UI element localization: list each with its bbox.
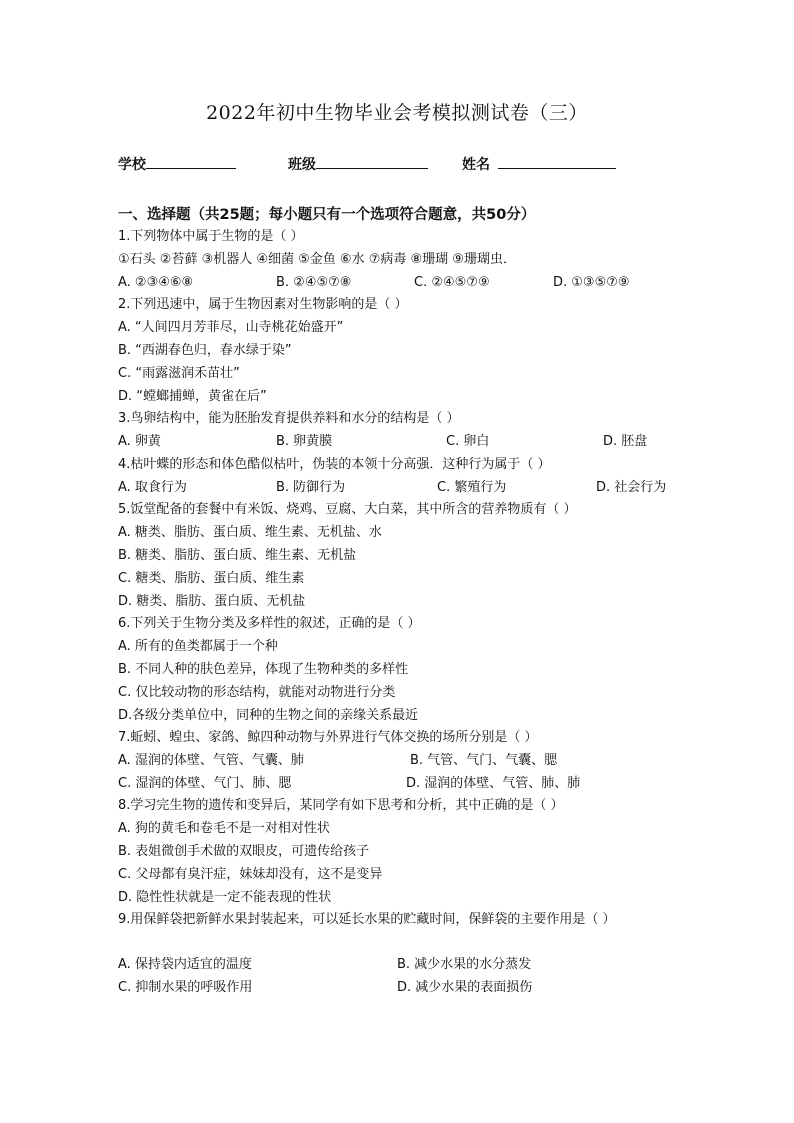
question-9-option-d[interactable]: D. 减少水果的表面损伤 bbox=[397, 980, 533, 995]
question-5-option-a[interactable]: A. 糖类、脂肪、蛋白质、维生素、无机盐、水 bbox=[118, 525, 382, 540]
question-2-option-c[interactable]: C. “雨露滋润禾苗壮” bbox=[118, 366, 240, 381]
question-4-option-a[interactable]: A. 取食行为 bbox=[118, 480, 187, 495]
class-blank[interactable] bbox=[316, 154, 428, 169]
school-blank[interactable] bbox=[146, 154, 236, 169]
question-3-stem: 3.鸟卵结构中，能为胚胎发育提供养料和水分的结构是（ ） bbox=[118, 411, 460, 426]
question-1-items: ①石头 ②苔藓 ③机器人 ④细菌 ⑤金鱼 ⑥水 ⑦病毒 ⑧珊瑚 ⑨珊瑚虫． bbox=[118, 252, 516, 267]
question-5-option-b[interactable]: B. 糖类、脂肪、蛋白质、维生素、无机盐 bbox=[118, 548, 357, 563]
question-8-stem: 8.学习完生物的遗传和变异后，某同学有如下思考和分析，其中正确的是（ ） bbox=[118, 798, 564, 813]
question-6-option-d[interactable]: D.各级分类单位中，同种的生物之间的亲缘关系最近 bbox=[118, 708, 419, 723]
question-1-option-a[interactable]: A. ②③④⑥⑧ bbox=[118, 275, 194, 290]
question-6-option-b[interactable]: B. 不同人种的肤色差异，体现了生物种类的多样性 bbox=[118, 662, 409, 677]
question-4-option-d[interactable]: D. 社会行为 bbox=[596, 480, 667, 495]
question-7-option-c[interactable]: C. 湿润的体壁、气门、肺、腮 bbox=[118, 776, 292, 791]
question-6-option-a[interactable]: A. 所有的鱼类都属于一个种 bbox=[118, 639, 278, 654]
question-6-option-c[interactable]: C. 仅比较动物的形态结构，就能对动物进行分类 bbox=[118, 685, 396, 700]
question-5-option-d[interactable]: D. 糖类、脂肪、蛋白质、无机盐 bbox=[118, 594, 306, 609]
name-label: 姓名 bbox=[462, 157, 490, 173]
question-6-stem: 6.下列关于生物分类及多样性的叙述，正确的是（ ） bbox=[118, 616, 421, 631]
question-9-stem: 9.用保鲜袋把新鲜水果封装起来，可以延长水果的贮藏时间，保鲜袋的主要作用是（ ） bbox=[118, 912, 616, 927]
question-7-option-a[interactable]: A. 湿润的体壁、气管、气囊、肺 bbox=[118, 753, 304, 768]
question-5-stem: 5.饭堂配备的套餐中有米饭、烧鸡、豆腐、大白菜，其中所含的营养物质有（ ） bbox=[118, 502, 577, 517]
question-3-option-c[interactable]: C. 卵白 bbox=[446, 434, 490, 449]
section-heading: 一、选择题（共25题；每小题只有一个选项符合题意，共50分） bbox=[118, 207, 536, 223]
question-3-option-a[interactable]: A. 卵黄 bbox=[118, 434, 161, 449]
name-blank[interactable] bbox=[498, 154, 616, 169]
question-2-option-a[interactable]: A. “人间四月芳菲尽，山寺桃花始盛开” bbox=[118, 320, 344, 335]
question-4-stem: 4.枯叶蝶的形态和体色酷似枯叶，伪装的本领十分高强．这种行为属于（ ） bbox=[118, 457, 551, 472]
question-8-option-d[interactable]: D. 隐性性状就是一定不能表现的性状 bbox=[118, 890, 332, 905]
question-7-option-d[interactable]: D. 湿润的体壁、气管、肺、肺 bbox=[406, 776, 581, 791]
class-label: 班级 bbox=[288, 157, 316, 173]
question-1-stem: 1.下列物体中属于生物的是（ ） bbox=[118, 229, 304, 244]
question-9-option-c[interactable]: C. 抑制水果的呼吸作用 bbox=[118, 980, 253, 995]
question-1-option-b[interactable]: B. ②④⑤⑦⑧ bbox=[276, 275, 352, 290]
question-7-option-b[interactable]: B. 气管、气门、气囊、腮 bbox=[410, 753, 558, 768]
question-8-option-b[interactable]: B. 表姐微创手术做的双眼皮，可遗传给孩子 bbox=[118, 844, 370, 859]
exam-title: 2022年初中生物毕业会考模拟测试卷（三） bbox=[206, 102, 588, 124]
class-field bbox=[288, 154, 428, 174]
question-2-option-b[interactable]: B. “西湖春色归，春水绿于染” bbox=[118, 343, 292, 358]
question-9-option-b[interactable]: B. 减少水果的水分蒸发 bbox=[397, 957, 532, 972]
name-field bbox=[462, 154, 616, 174]
question-7-stem: 7.蚯蚓、蝗虫、家鸽、鲸四种动物与外界进行气体交换的场所分别是（ ） bbox=[118, 730, 538, 745]
school-field bbox=[118, 154, 236, 174]
school-label: 学校 bbox=[118, 157, 146, 173]
question-1-option-d[interactable]: D. ①③⑤⑦⑨ bbox=[553, 275, 630, 290]
question-2-option-d[interactable]: D. “螳螂捕蝉，黄雀在后” bbox=[118, 389, 267, 404]
question-8-option-c[interactable]: C. 父母都有臭汗症，妹妹却没有，这不是变异 bbox=[118, 867, 383, 882]
question-2-stem: 2.下列迅速中，属于生物因素对生物影响的是（ ） bbox=[118, 297, 408, 312]
question-1-option-c[interactable]: C. ②④⑤⑦⑨ bbox=[414, 275, 490, 290]
question-3-option-b[interactable]: B. 卵黄膜 bbox=[276, 434, 333, 449]
question-3-option-d[interactable]: D. 胚盘 bbox=[603, 434, 648, 449]
question-5-option-c[interactable]: C. 糖类、脂肪、蛋白质、维生素 bbox=[118, 571, 305, 586]
question-8-option-a[interactable]: A. 狗的黄毛和卷毛不是一对相对性状 bbox=[118, 821, 330, 836]
question-4-option-c[interactable]: C. 繁殖行为 bbox=[437, 480, 507, 495]
question-9-option-a[interactable]: A. 保持袋内适宜的温度 bbox=[118, 957, 252, 972]
question-4-option-b[interactable]: B. 防御行为 bbox=[276, 480, 346, 495]
